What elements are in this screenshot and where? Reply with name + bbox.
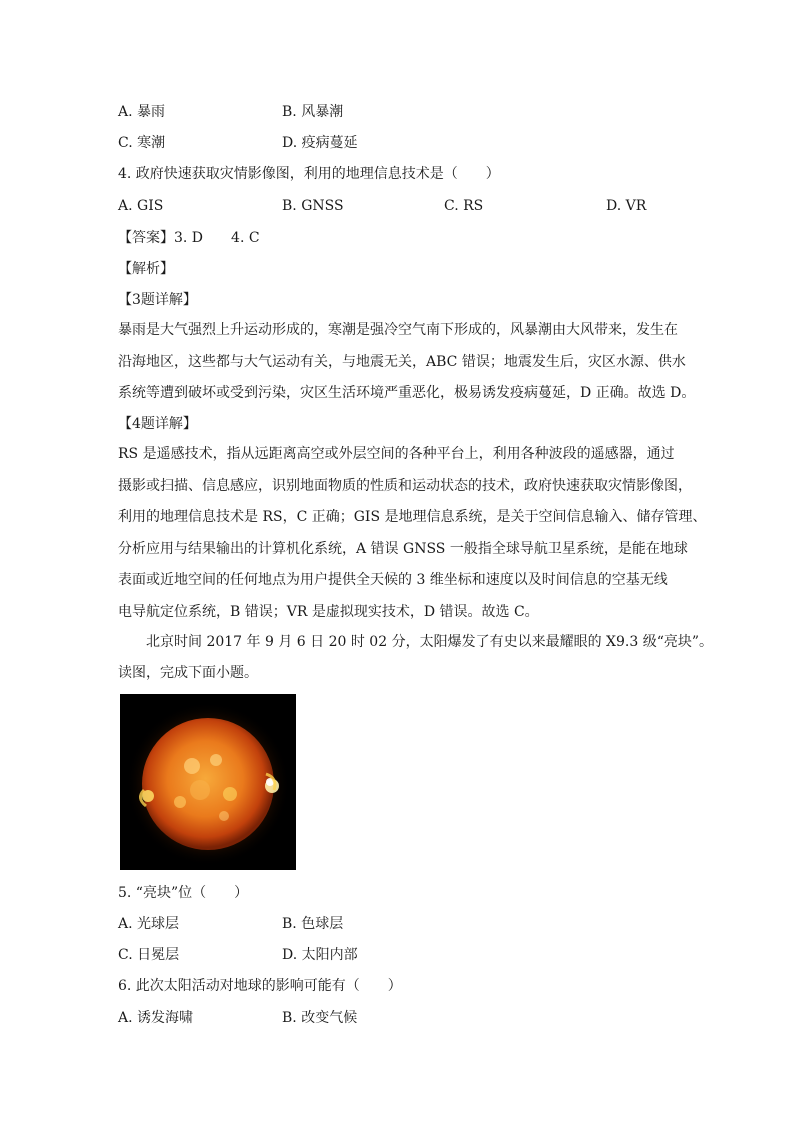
q3-detail-line: 系统等遭到破坏或受到污染，灾区生活环境严重恶化，极易诱发疫病蔓延，D 正确。故选 D。 — [118, 385, 696, 402]
q4-option-b: B. GNSS — [282, 198, 344, 214]
intro-line: 读图，完成下面小题。 — [118, 665, 258, 681]
q4-detail-line: 分析应用与结果输出的计算机化系统，A 错误 GNSS 一般指全球导航卫星系统，是能在地球 — [118, 540, 688, 557]
q6-stem: 6. 此次太阳活动对地球的影响可能有（ ） — [118, 978, 402, 994]
q3-option-b: B. 风暴潮 — [282, 104, 344, 120]
sun-photo — [120, 694, 296, 870]
q5-stem: 5. “亮块”位（ ） — [118, 885, 249, 901]
q6-option-a: A. 诱发海啸 — [118, 1010, 194, 1026]
sun-illustration — [120, 694, 296, 870]
q3-option-c: C. 寒潮 — [118, 135, 166, 151]
q3-detail-paragraph — [118, 315, 696, 410]
answer-line: 【答案】3. D 4. C — [118, 230, 260, 246]
q5-option-d: D. 太阳内部 — [282, 947, 358, 963]
q4-option-c: C. RS — [444, 198, 484, 214]
q4-detail-line: 电导航定位系统，B 错误；VR 是虚拟现实技术，D 错误。故选 C。 — [118, 603, 539, 620]
intro-line: 北京时间 2017 年 9 月 6 日 20 时 02 分，太阳爆发了有史以来最耀眼的 X9.3 级“亮块”。 — [146, 634, 714, 650]
q3-detail-line: 暴雨是大气强烈上升运动形成的，寒潮是强冷空气南下形成的，风暴潮由大风带来，发生在 — [118, 322, 678, 338]
q3-option-a: A. 暴雨 — [118, 104, 166, 120]
q4-detail-line: 利用的地理信息技术是 RS，C 正确；GIS 是地理信息系统，是关于空间信息输入、储存管理、 — [118, 509, 707, 526]
q4-option-a: A. GIS — [118, 198, 164, 214]
q4-detail-line: 摄影或扫描、信息感应，识别地面物质的性质和运动状态的技术，政府快速获取灾情影像图， — [118, 477, 692, 494]
q4-detail-heading: 【4题详解】 — [118, 416, 197, 432]
analysis-heading: 【解析】 — [118, 261, 174, 277]
q4-stem: 4. 政府快速获取灾情影像图，利用的地理信息技术是（ ） — [118, 166, 500, 182]
q3-option-d: D. 疫病蔓延 — [282, 135, 358, 151]
q6-option-b: B. 改变气候 — [282, 1010, 358, 1026]
q4-detail-line: 表面或近地空间的任何地点为用户提供全天候的 3 维坐标和速度以及时间信息的空基无线 — [118, 572, 668, 589]
q4-detail-paragraph — [118, 439, 707, 629]
q5-option-b: B. 色球层 — [282, 916, 344, 932]
q4-detail-line: RS 是遥感技术，指从远距离高空或外层空间的各种平台上，利用各种波段的遥感器，通过 — [118, 446, 675, 462]
q5-option-c: C. 日冕层 — [118, 947, 180, 963]
q3-detail-line: 沿海地区，这些都与大气运动有关，与地震无关，ABC 错误；地震发生后，灾区水源、供水 — [118, 353, 686, 370]
q5-option-a: A. 光球层 — [118, 916, 180, 932]
q4-option-d: D. VR — [606, 198, 647, 214]
q3-detail-heading: 【3题详解】 — [118, 292, 197, 308]
